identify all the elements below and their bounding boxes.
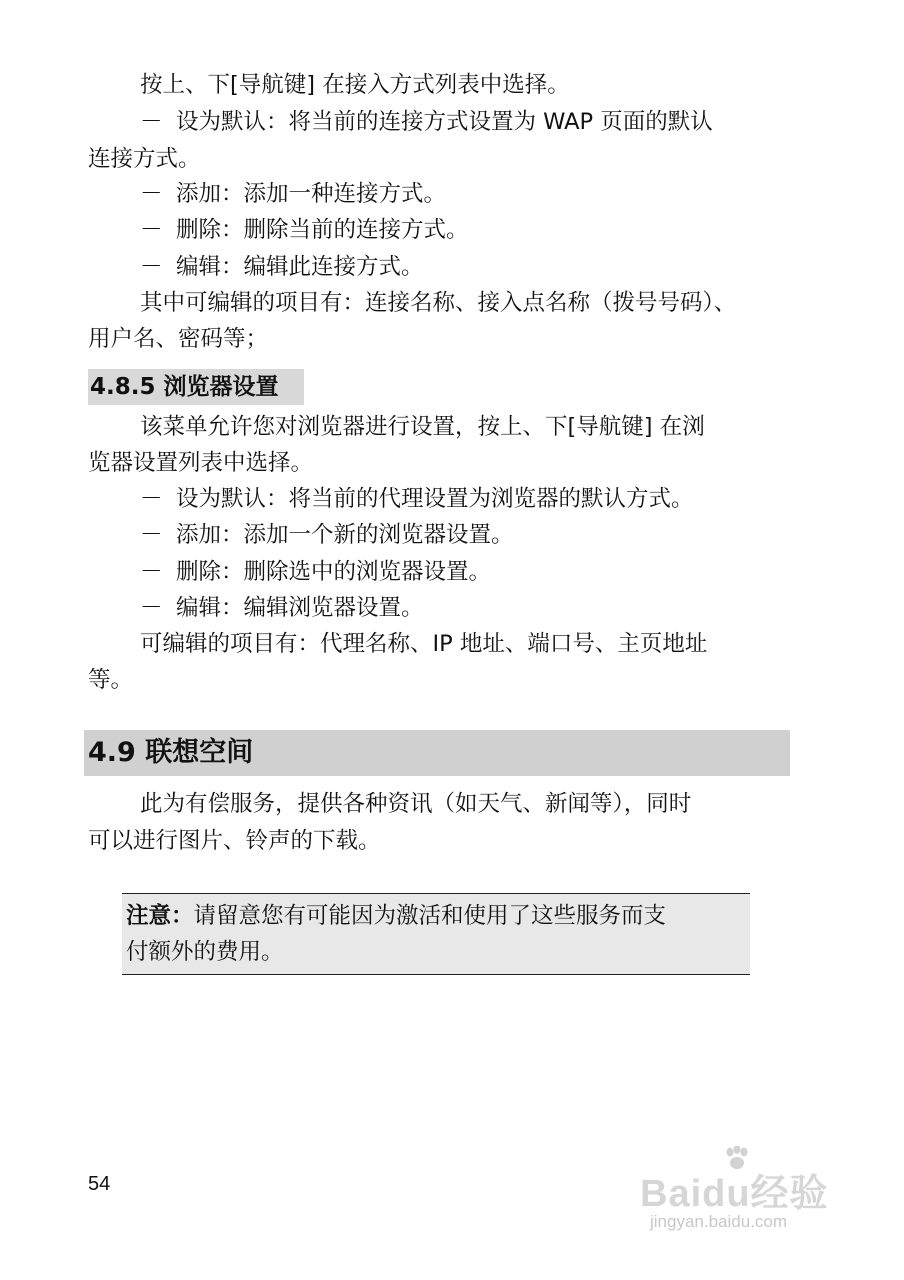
bullet-text: 设为默认：将当前的代理设置为浏览器的默认方式。	[176, 486, 694, 512]
bullet-item	[140, 177, 446, 211]
bullet-item	[140, 518, 514, 552]
bullet-text: 添加：添加一种连接方式。	[176, 181, 447, 207]
dash-marker: －	[140, 109, 163, 135]
paragraph-line: 按上、下[导航键] 在接入方式列表中选择。	[140, 72, 570, 98]
paragraph-line: 用户名、密码等；	[88, 326, 269, 352]
dash-marker: －	[140, 254, 163, 280]
bullet-item	[140, 482, 694, 516]
paragraph-line: 连接方式。	[88, 146, 201, 172]
note-label: 注意：	[126, 903, 194, 929]
bullet-text: 编辑：编辑此连接方式。	[176, 254, 424, 280]
paragraph-line: 该菜单允许您对浏览器进行设置，按上、下[导航键] 在浏	[140, 414, 705, 440]
note-line	[126, 899, 666, 933]
dash-marker: －	[140, 181, 163, 207]
bullet-text: 添加：添加一个新的浏览器设置。	[176, 522, 514, 548]
paragraph-line: 可编辑的项目有：代理名称、IP 地址、端口号、主页地址	[140, 631, 708, 657]
note-text: 请留意您有可能因为激活和使用了这些服务而支	[193, 903, 667, 929]
baidu-jingyan-watermark	[630, 1150, 880, 1240]
bullet-item	[140, 213, 469, 247]
dash-marker: －	[140, 595, 163, 621]
bullet-item	[140, 105, 713, 139]
paragraph-line: 此为有偿服务，提供各种资讯（如天气、新闻等），同时	[140, 791, 692, 817]
note-box	[122, 893, 750, 975]
bullet-text: 删除：删除选中的浏览器设置。	[176, 559, 492, 585]
section-heading-4-9: 4.9 联想空间	[84, 730, 790, 776]
dash-marker: －	[140, 559, 163, 585]
dash-marker: －	[140, 522, 163, 548]
bullet-text: 编辑：编辑浏览器设置。	[176, 595, 424, 621]
bullet-item	[140, 591, 424, 625]
bullet-text: 设为默认：将当前的连接方式设置为 WAP 页面的默认	[176, 109, 713, 135]
paragraph-line: 等。	[88, 667, 134, 693]
section-heading-4-8-5: 4.8.5 浏览器设置	[88, 369, 304, 405]
paragraph-line: 可以进行图片、铃声的下载。	[88, 828, 381, 854]
paragraph-line: 览器设置列表中选择。	[88, 450, 314, 476]
watermark-brand: Baidu经验	[640, 1173, 829, 1215]
paragraph-line: 其中可编辑的项目有：连接名称、接入点名称（拨号号码）、	[140, 290, 737, 316]
watermark-url: jingyan.baidu.com	[650, 1212, 788, 1231]
page-number: 54	[88, 1173, 111, 1195]
bullet-item	[140, 250, 424, 284]
note-line: 付额外的费用。	[126, 939, 284, 965]
bullet-text: 删除：删除当前的连接方式。	[176, 217, 469, 243]
dash-marker: －	[140, 486, 163, 512]
dash-marker: －	[140, 217, 163, 243]
bullet-item	[140, 555, 491, 589]
